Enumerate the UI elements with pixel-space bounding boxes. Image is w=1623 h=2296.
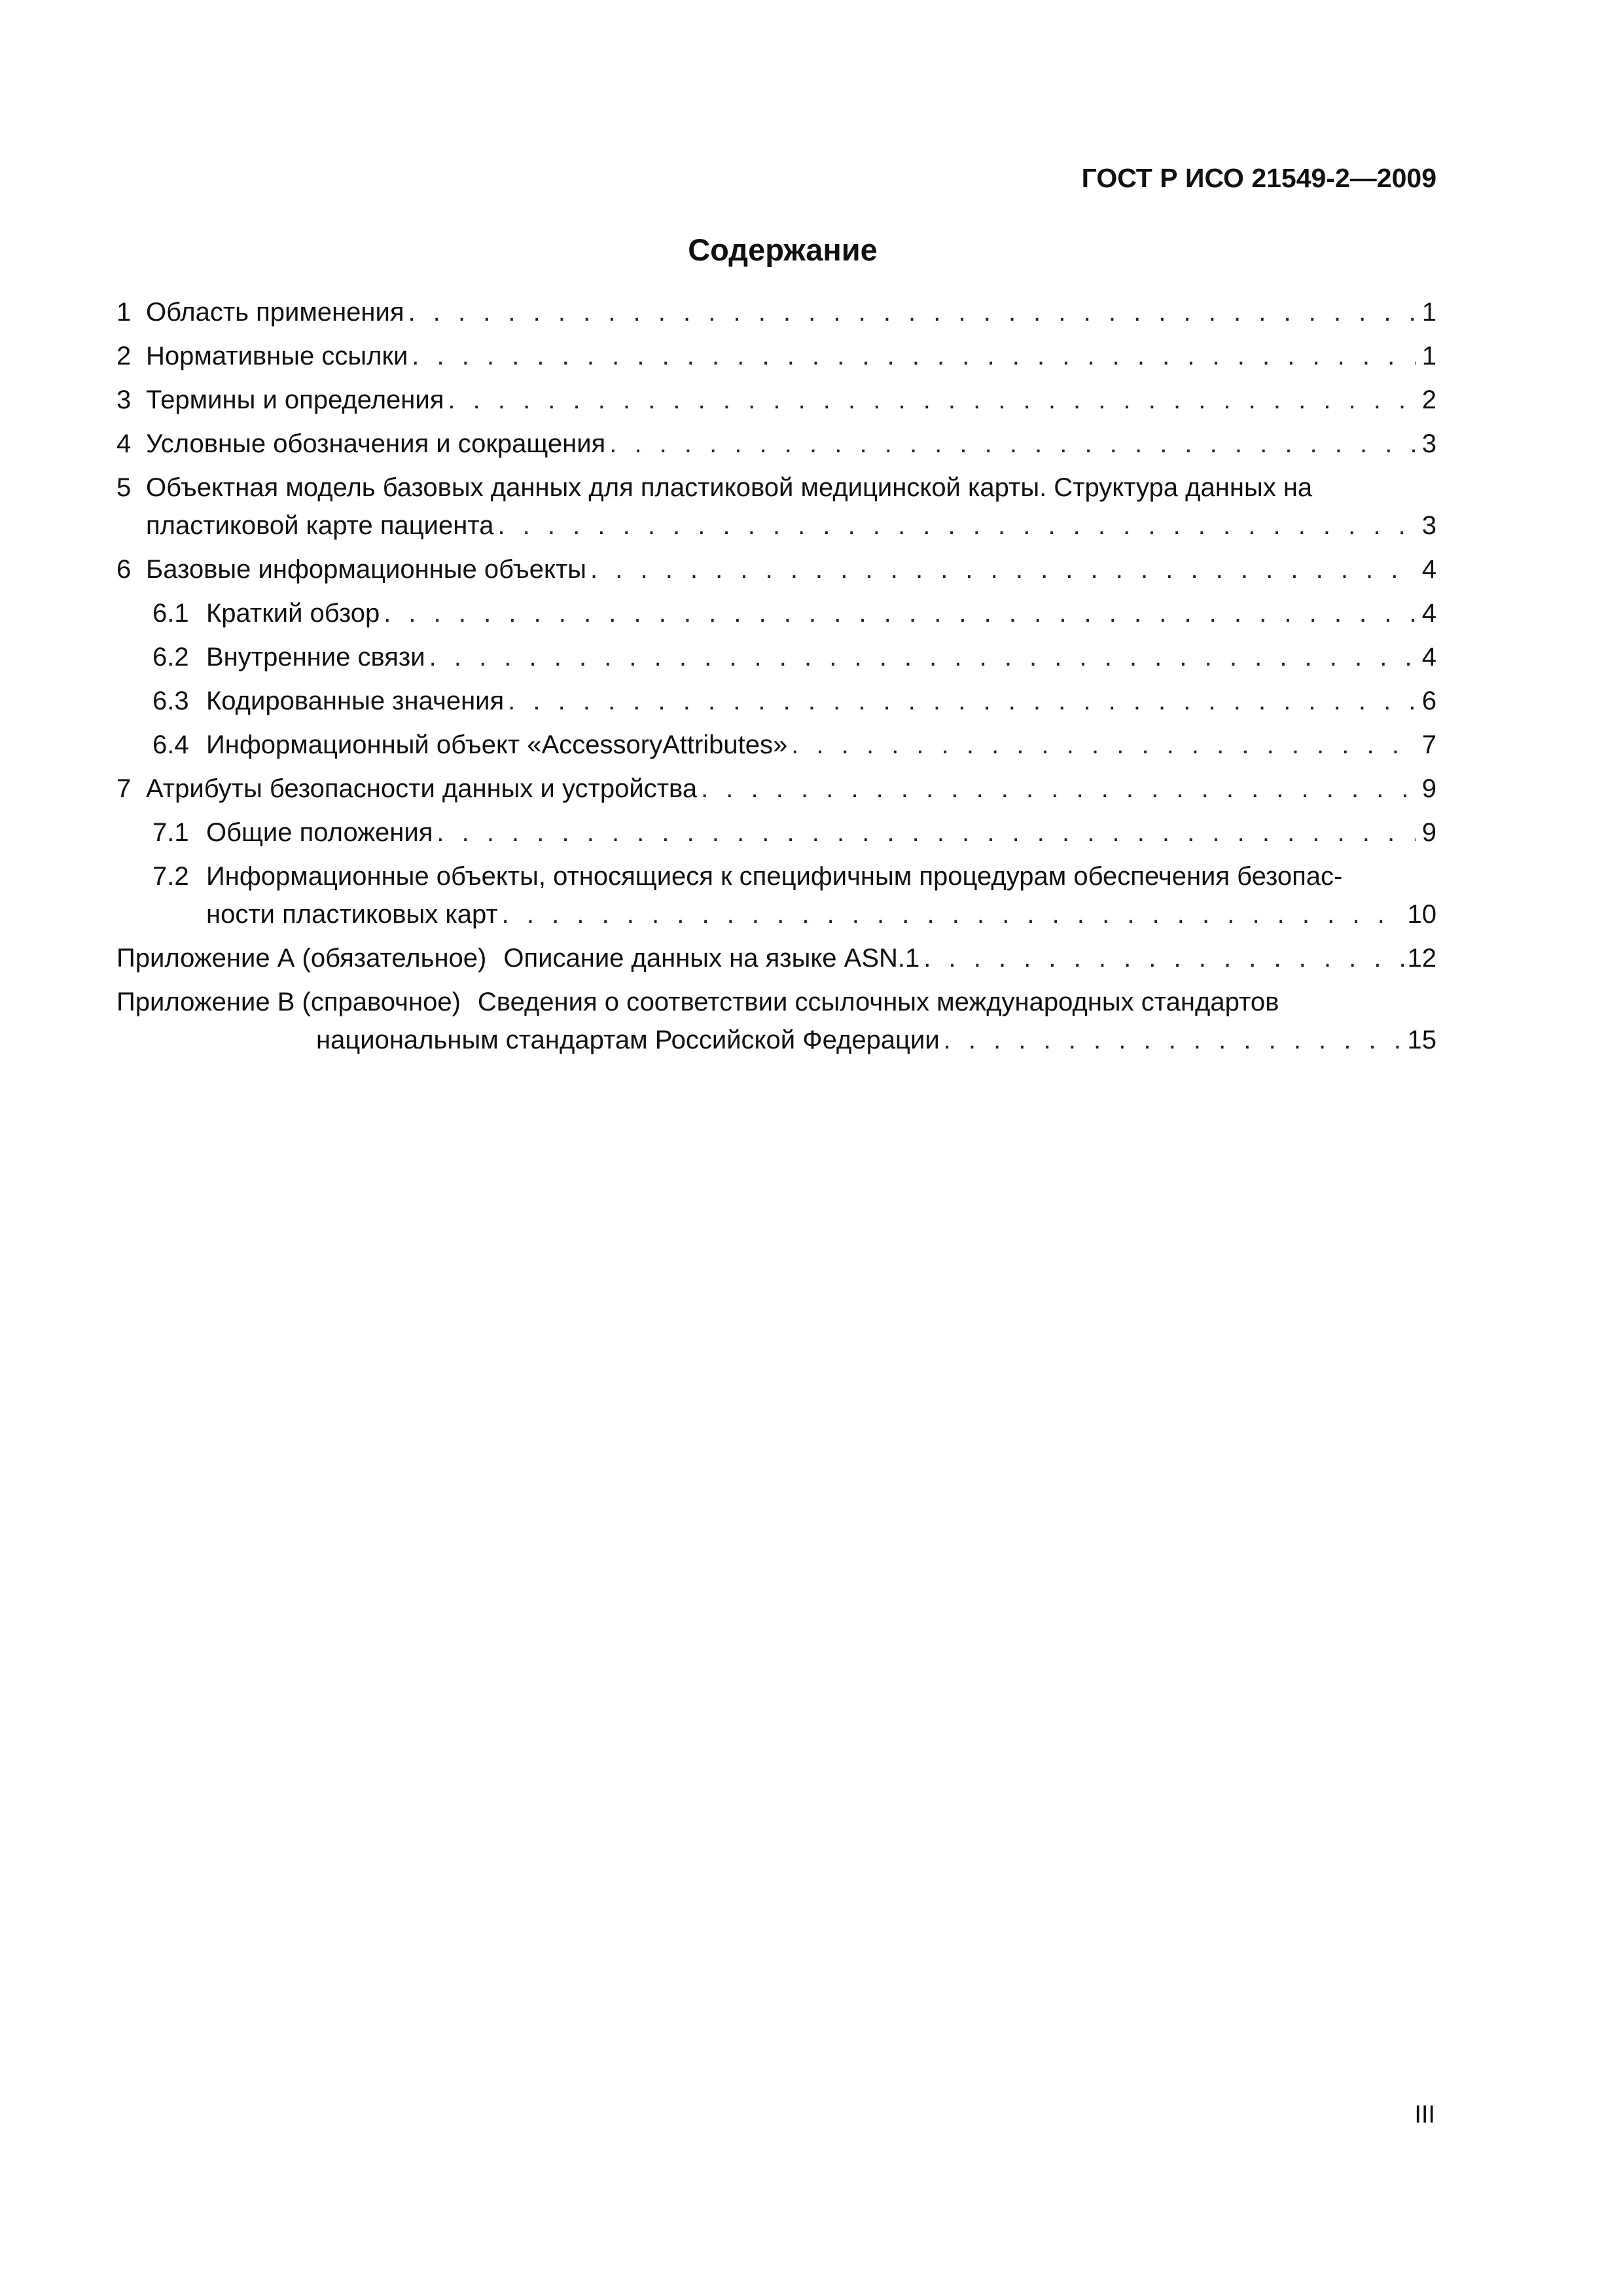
dot-leader	[508, 682, 1416, 720]
dot-leader	[609, 425, 1416, 463]
toc-entry-page: 6	[1421, 687, 1436, 715]
table-of-contents	[116, 293, 1436, 1065]
toc-entry-title: Краткий обзор	[206, 599, 380, 628]
toc-entry-page: 3	[1421, 429, 1436, 458]
toc-entry-1[interactable]	[116, 293, 1436, 331]
toc-entry-number: 2	[116, 342, 132, 370]
toc-entry-7[interactable]	[116, 770, 1436, 808]
toc-entry-3[interactable]	[116, 381, 1436, 419]
toc-entry-page: 12	[1407, 944, 1436, 973]
dot-leader	[429, 638, 1416, 676]
toc-entry-page: 4	[1421, 599, 1436, 628]
toc-entry-page: 7	[1421, 730, 1436, 759]
toc-entry-page: 9	[1421, 774, 1436, 803]
appendix-label: Приложение В (справочное)	[116, 988, 461, 1016]
toc-entry-number: 6	[116, 555, 132, 584]
toc-entry-number: 1	[116, 298, 132, 327]
toc-entry-number: 7.2	[152, 862, 189, 891]
dot-leader	[701, 770, 1416, 808]
toc-entry-title: Атрибуты безопасности данных и устройства	[146, 774, 698, 803]
toc-entry-page: 1	[1421, 342, 1436, 370]
dot-leader	[497, 507, 1416, 545]
dot-leader	[590, 550, 1416, 588]
toc-title: Содержание	[688, 232, 878, 267]
toc-entry-4[interactable]	[116, 425, 1436, 463]
toc-entry-page: 9	[1421, 818, 1436, 847]
dot-leader	[502, 895, 1404, 933]
dot-leader	[448, 381, 1416, 419]
toc-entry-title: Кодированные значения	[206, 687, 505, 715]
toc-entry-number: 7	[116, 774, 132, 803]
toc-entry-title: Внутренние связи	[206, 643, 425, 672]
toc-entry-5[interactable]	[116, 469, 1436, 545]
toc-entry-page: 4	[1421, 643, 1436, 672]
toc-entry-number: 6.3	[152, 687, 189, 715]
toc-entry-page: 4	[1421, 555, 1436, 584]
toc-entry-title-line1: Информационные объекты, относящиеся к специфичным процедурам обеспечения безопас-	[206, 862, 1343, 891]
toc-entry-6[interactable]	[116, 550, 1436, 588]
toc-entry-2[interactable]	[116, 337, 1436, 375]
toc-entry-title-line2: ности пластиковых карт	[206, 900, 498, 929]
toc-entry-page: 3	[1421, 511, 1436, 540]
toc-entry-7-1[interactable]	[116, 814, 1436, 852]
toc-entry-page: 10	[1407, 900, 1436, 929]
toc-entry-title: Информационный объект «AccessoryAttributes»	[206, 730, 788, 759]
toc-entry-title: Область применения	[146, 298, 404, 327]
toc-entry-appendix-b[interactable]	[116, 983, 1436, 1059]
toc-entry-title: Базовые информационные объекты	[146, 555, 587, 584]
dot-leader	[923, 939, 1403, 977]
toc-entry-6-4[interactable]	[116, 726, 1436, 764]
dot-leader	[412, 337, 1416, 375]
dot-leader	[944, 1021, 1404, 1059]
toc-entry-title: Нормативные ссылки	[146, 342, 408, 370]
toc-entry-number: 7.1	[152, 818, 189, 847]
standard-code: ГОСТ Р ИСО 21549-2—2009	[1081, 163, 1436, 193]
toc-entry-6-3[interactable]	[116, 682, 1436, 720]
toc-entry-title-line2: национальным стандартам Российской Федерации	[316, 1026, 940, 1054]
toc-entry-appendix-a[interactable]	[116, 939, 1436, 977]
toc-entry-title: Термины и определения	[146, 386, 444, 414]
appendix-label: Приложение А (обязательное)	[116, 944, 487, 973]
dot-leader	[408, 293, 1416, 331]
dot-leader	[791, 726, 1416, 764]
toc-entry-number: 5	[116, 473, 132, 502]
toc-entry-title-line2: пластиковой карте пациента	[146, 511, 494, 540]
toc-entry-title: Общие положения	[206, 818, 433, 847]
page-number: III	[1414, 2101, 1435, 2128]
toc-entry-page: 1	[1421, 298, 1436, 327]
dot-leader	[437, 814, 1416, 852]
toc-entry-number: 3	[116, 386, 132, 414]
toc-entry-page: 15	[1407, 1026, 1436, 1054]
toc-entry-page: 2	[1421, 386, 1436, 414]
toc-entry-title: Условные обозначения и сокращения	[146, 429, 606, 458]
dot-leader	[383, 594, 1416, 632]
toc-entry-title: Описание данных на языке ASN.1	[503, 944, 920, 973]
toc-entry-title-line1: Объектная модель базовых данных для пластиковой медицинской карты. Структура данных на	[146, 473, 1313, 502]
toc-entry-7-2[interactable]	[116, 857, 1436, 933]
toc-entry-number: 6.2	[152, 643, 189, 672]
toc-entry-title-line1: Сведения о соответствии ссылочных международных стандартов	[477, 988, 1279, 1016]
toc-entry-6-1[interactable]	[116, 594, 1436, 632]
toc-entry-number: 6.4	[152, 730, 189, 759]
toc-entry-number: 6.1	[152, 599, 189, 628]
toc-entry-6-2[interactable]	[116, 638, 1436, 676]
toc-entry-number: 4	[116, 429, 132, 458]
